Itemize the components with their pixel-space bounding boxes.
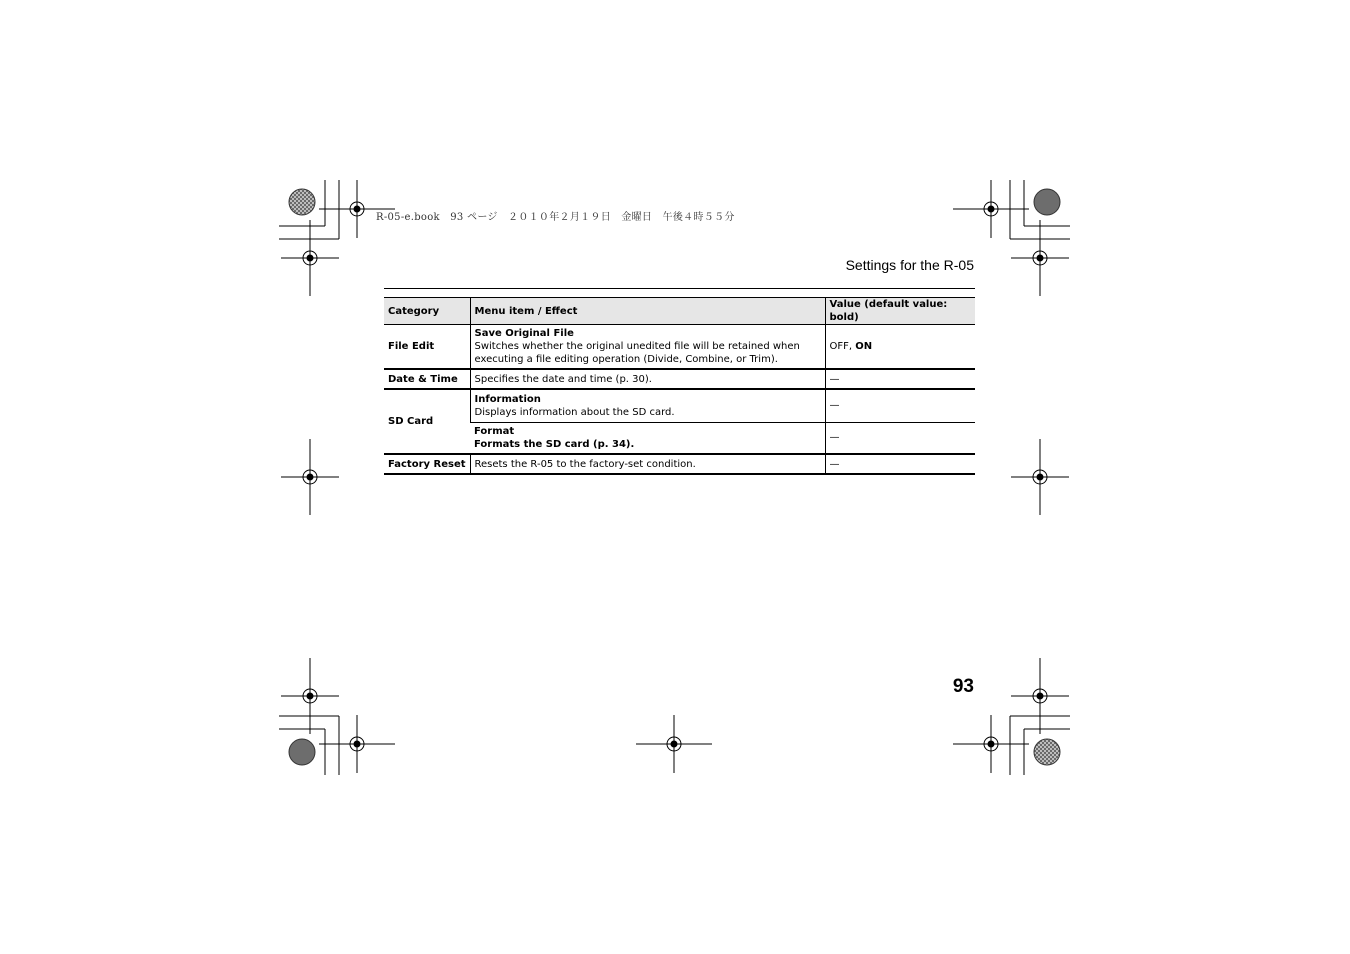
category-cell: Date & Time bbox=[384, 369, 470, 389]
value-default: ON bbox=[855, 341, 873, 352]
menu-item-desc: Displays information about the SD card. bbox=[474, 406, 675, 418]
menu-item-desc: Formats the SD card (p. 34). bbox=[474, 438, 635, 450]
menu-item-cell bbox=[470, 389, 825, 422]
column-header-category: Category bbox=[384, 298, 470, 325]
category-cell: File Edit bbox=[384, 325, 470, 370]
table-row bbox=[384, 389, 975, 422]
menu-item-title: Format bbox=[474, 425, 515, 437]
menu-item-desc: executing a file editing operation (Divide, Combine, or Trim). bbox=[474, 354, 778, 365]
value-cell: — bbox=[825, 454, 975, 474]
table-row bbox=[384, 325, 975, 370]
value-cell bbox=[825, 325, 975, 370]
settings-table bbox=[384, 297, 975, 475]
value-cell: — bbox=[825, 422, 975, 454]
column-header-menu-item: Menu item / Effect bbox=[470, 298, 825, 325]
menu-item-cell: Specifies the date and time (p. 30). bbox=[470, 369, 825, 389]
category-cell: Factory Reset bbox=[384, 454, 470, 474]
table-row bbox=[384, 369, 975, 389]
page-number: 93 bbox=[952, 676, 974, 697]
menu-item-title: Information bbox=[474, 393, 541, 405]
menu-item-desc: Switches whether the original unedited file will be retained when bbox=[474, 341, 800, 352]
menu-item-cell bbox=[470, 325, 825, 370]
value-cell: — bbox=[825, 389, 975, 422]
table-row bbox=[384, 454, 975, 474]
menu-item-title: Save Original File bbox=[474, 328, 574, 339]
section-title: Settings for the R-05 bbox=[845, 257, 974, 273]
print-slug: R-05-e.book 93 ページ ２０１０年２月１９日 金曜日 午後４時５５分 bbox=[376, 212, 735, 223]
header-rule bbox=[384, 288, 975, 289]
menu-item-cell bbox=[470, 422, 825, 454]
menu-item-cell: Resets the R-05 to the factory-set condition. bbox=[470, 454, 825, 474]
value-cell: — bbox=[825, 369, 975, 389]
column-header-value: Value (default value: bold) bbox=[825, 298, 975, 325]
value-option: OFF, bbox=[829, 341, 856, 352]
category-cell: SD Card bbox=[384, 389, 470, 454]
table-row bbox=[384, 422, 975, 454]
table-header-row bbox=[384, 298, 975, 325]
